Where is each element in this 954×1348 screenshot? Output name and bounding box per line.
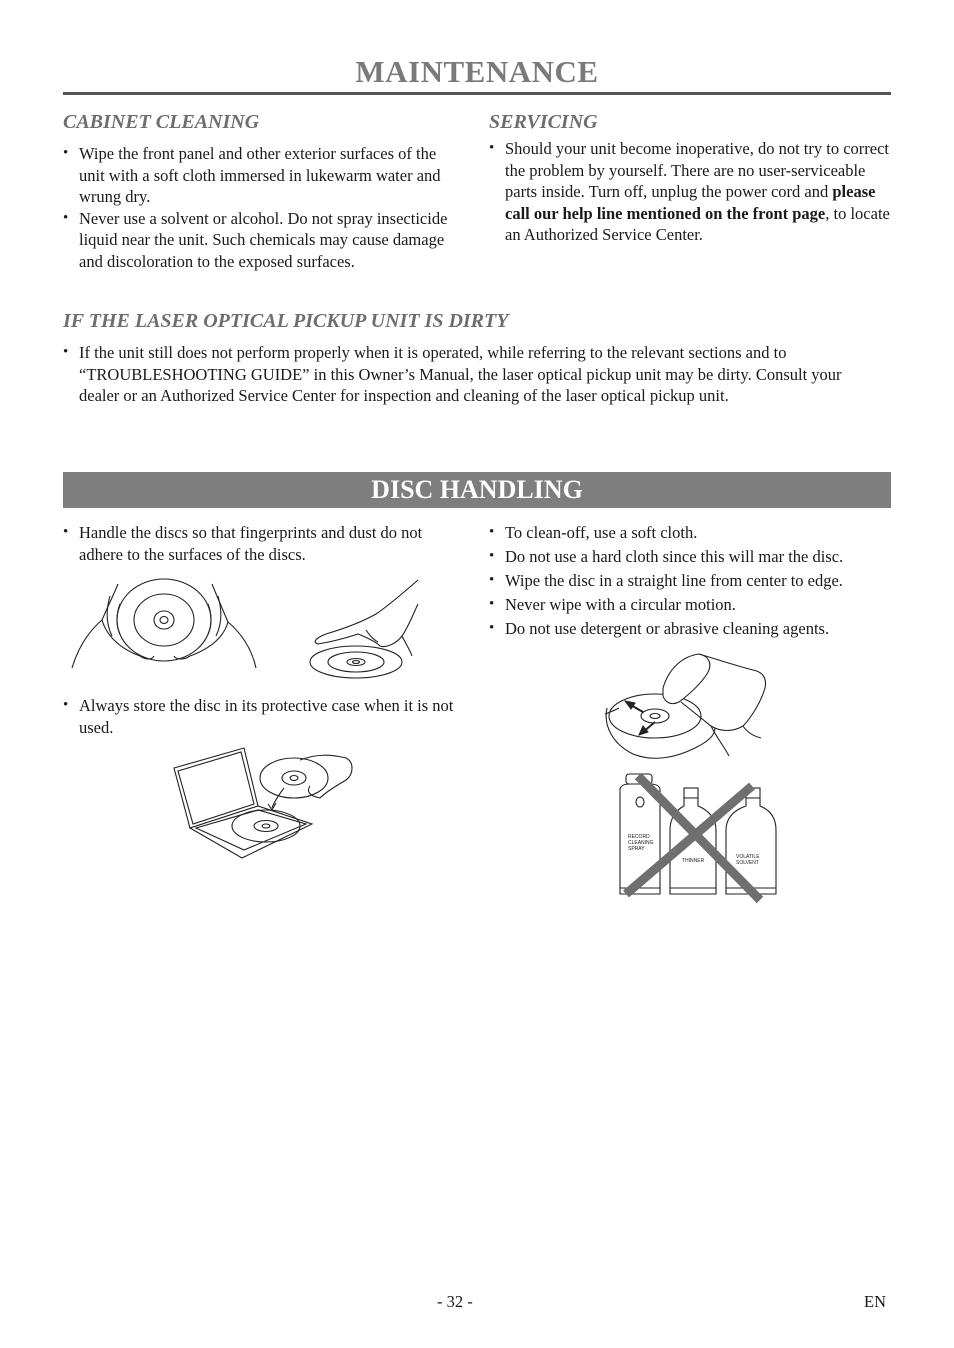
label-solvent: SOLVENT: [736, 860, 759, 866]
list-item: • Handle the discs so that fingerprints and dust do not adhere to the surfaces of the discs.: [63, 522, 458, 565]
label-volatile: VOLATILE: [736, 854, 760, 860]
label-cleaning: CLEANING: [628, 840, 654, 846]
list-item: • To clean-off, use a soft cloth.: [489, 522, 893, 544]
servicing-heading: SERVICING: [489, 111, 598, 133]
page-number: - 32 -: [437, 1292, 473, 1311]
list-item: [489, 138, 893, 246]
list-item: • Do not use a hard cloth since this will mar the disc.: [489, 546, 893, 568]
servicing-text: Should your unit become inoperative, do not try to correct the problem by yourself. There are no user-serviceable parts inside. Turn off, unplug the power cord and: [505, 139, 889, 201]
disc-store-list: [63, 695, 463, 738]
label-spray: SPRAY: [628, 846, 645, 852]
disc-handling-band: [63, 472, 891, 508]
disc-case-illustration: [170, 744, 356, 864]
list-item: • Wipe the disc in a straight line from center to edge.: [489, 570, 893, 592]
cabinet-cleaning-list: [63, 143, 463, 272]
prohibited-chemicals-illustration: [612, 772, 784, 904]
servicing-help-line: please call our help line mentioned on the front page: [505, 182, 876, 223]
label-record: RECORD: [628, 834, 650, 840]
hand-lifting-disc-illustration: [306, 576, 422, 680]
title-rule: [63, 92, 891, 95]
disc-handle-list: [63, 522, 458, 565]
hands-holding-disc-illustration: [66, 576, 262, 670]
list-item: • Do not use detergent or abrasive cleaning agents.: [489, 618, 893, 640]
disc-handling-heading: DISC HANDLING: [371, 475, 583, 504]
laser-list: [63, 342, 883, 407]
servicing-text-end: , to locate an Authorized Service Center.: [505, 203, 890, 244]
disc-cleaning-list: [489, 522, 893, 642]
page-title: MAINTENANCE: [355, 54, 599, 89]
cabinet-cleaning-heading: CABINET CLEANING: [63, 111, 260, 133]
list-item: • Always store the disc in its protective case when it is not used.: [63, 695, 463, 738]
list-item: • If the unit still does not perform properly when it is operated, while referring to the relevant sections and to “TROUBLESHOOTING GUIDE” in this Owner’s Manual, the laser optical pickup unit may be dirty. Consult your dealer or an Authorized Service Center for inspection and cleaning of the laser optical pickup unit.: [63, 342, 883, 407]
wiping-disc-illustration: [603, 652, 769, 764]
laser-heading: IF THE LASER OPTICAL PICKUP UNIT IS DIRTY: [63, 310, 509, 332]
list-item: • Never wipe with a circular motion.: [489, 594, 893, 616]
list-item: • Never use a solvent or alcohol. Do not spray insecticide liquid near the unit. Such chemicals may cause damage and discoloration to the exposed surfaces.: [63, 208, 463, 273]
language-code: EN: [864, 1292, 886, 1311]
servicing-list: [489, 138, 893, 246]
list-item: • Wipe the front panel and other exterior surfaces of the unit with a soft cloth immersed in lukewarm water and wrung dry.: [63, 143, 463, 208]
label-thinner: THINNER: [682, 858, 705, 864]
